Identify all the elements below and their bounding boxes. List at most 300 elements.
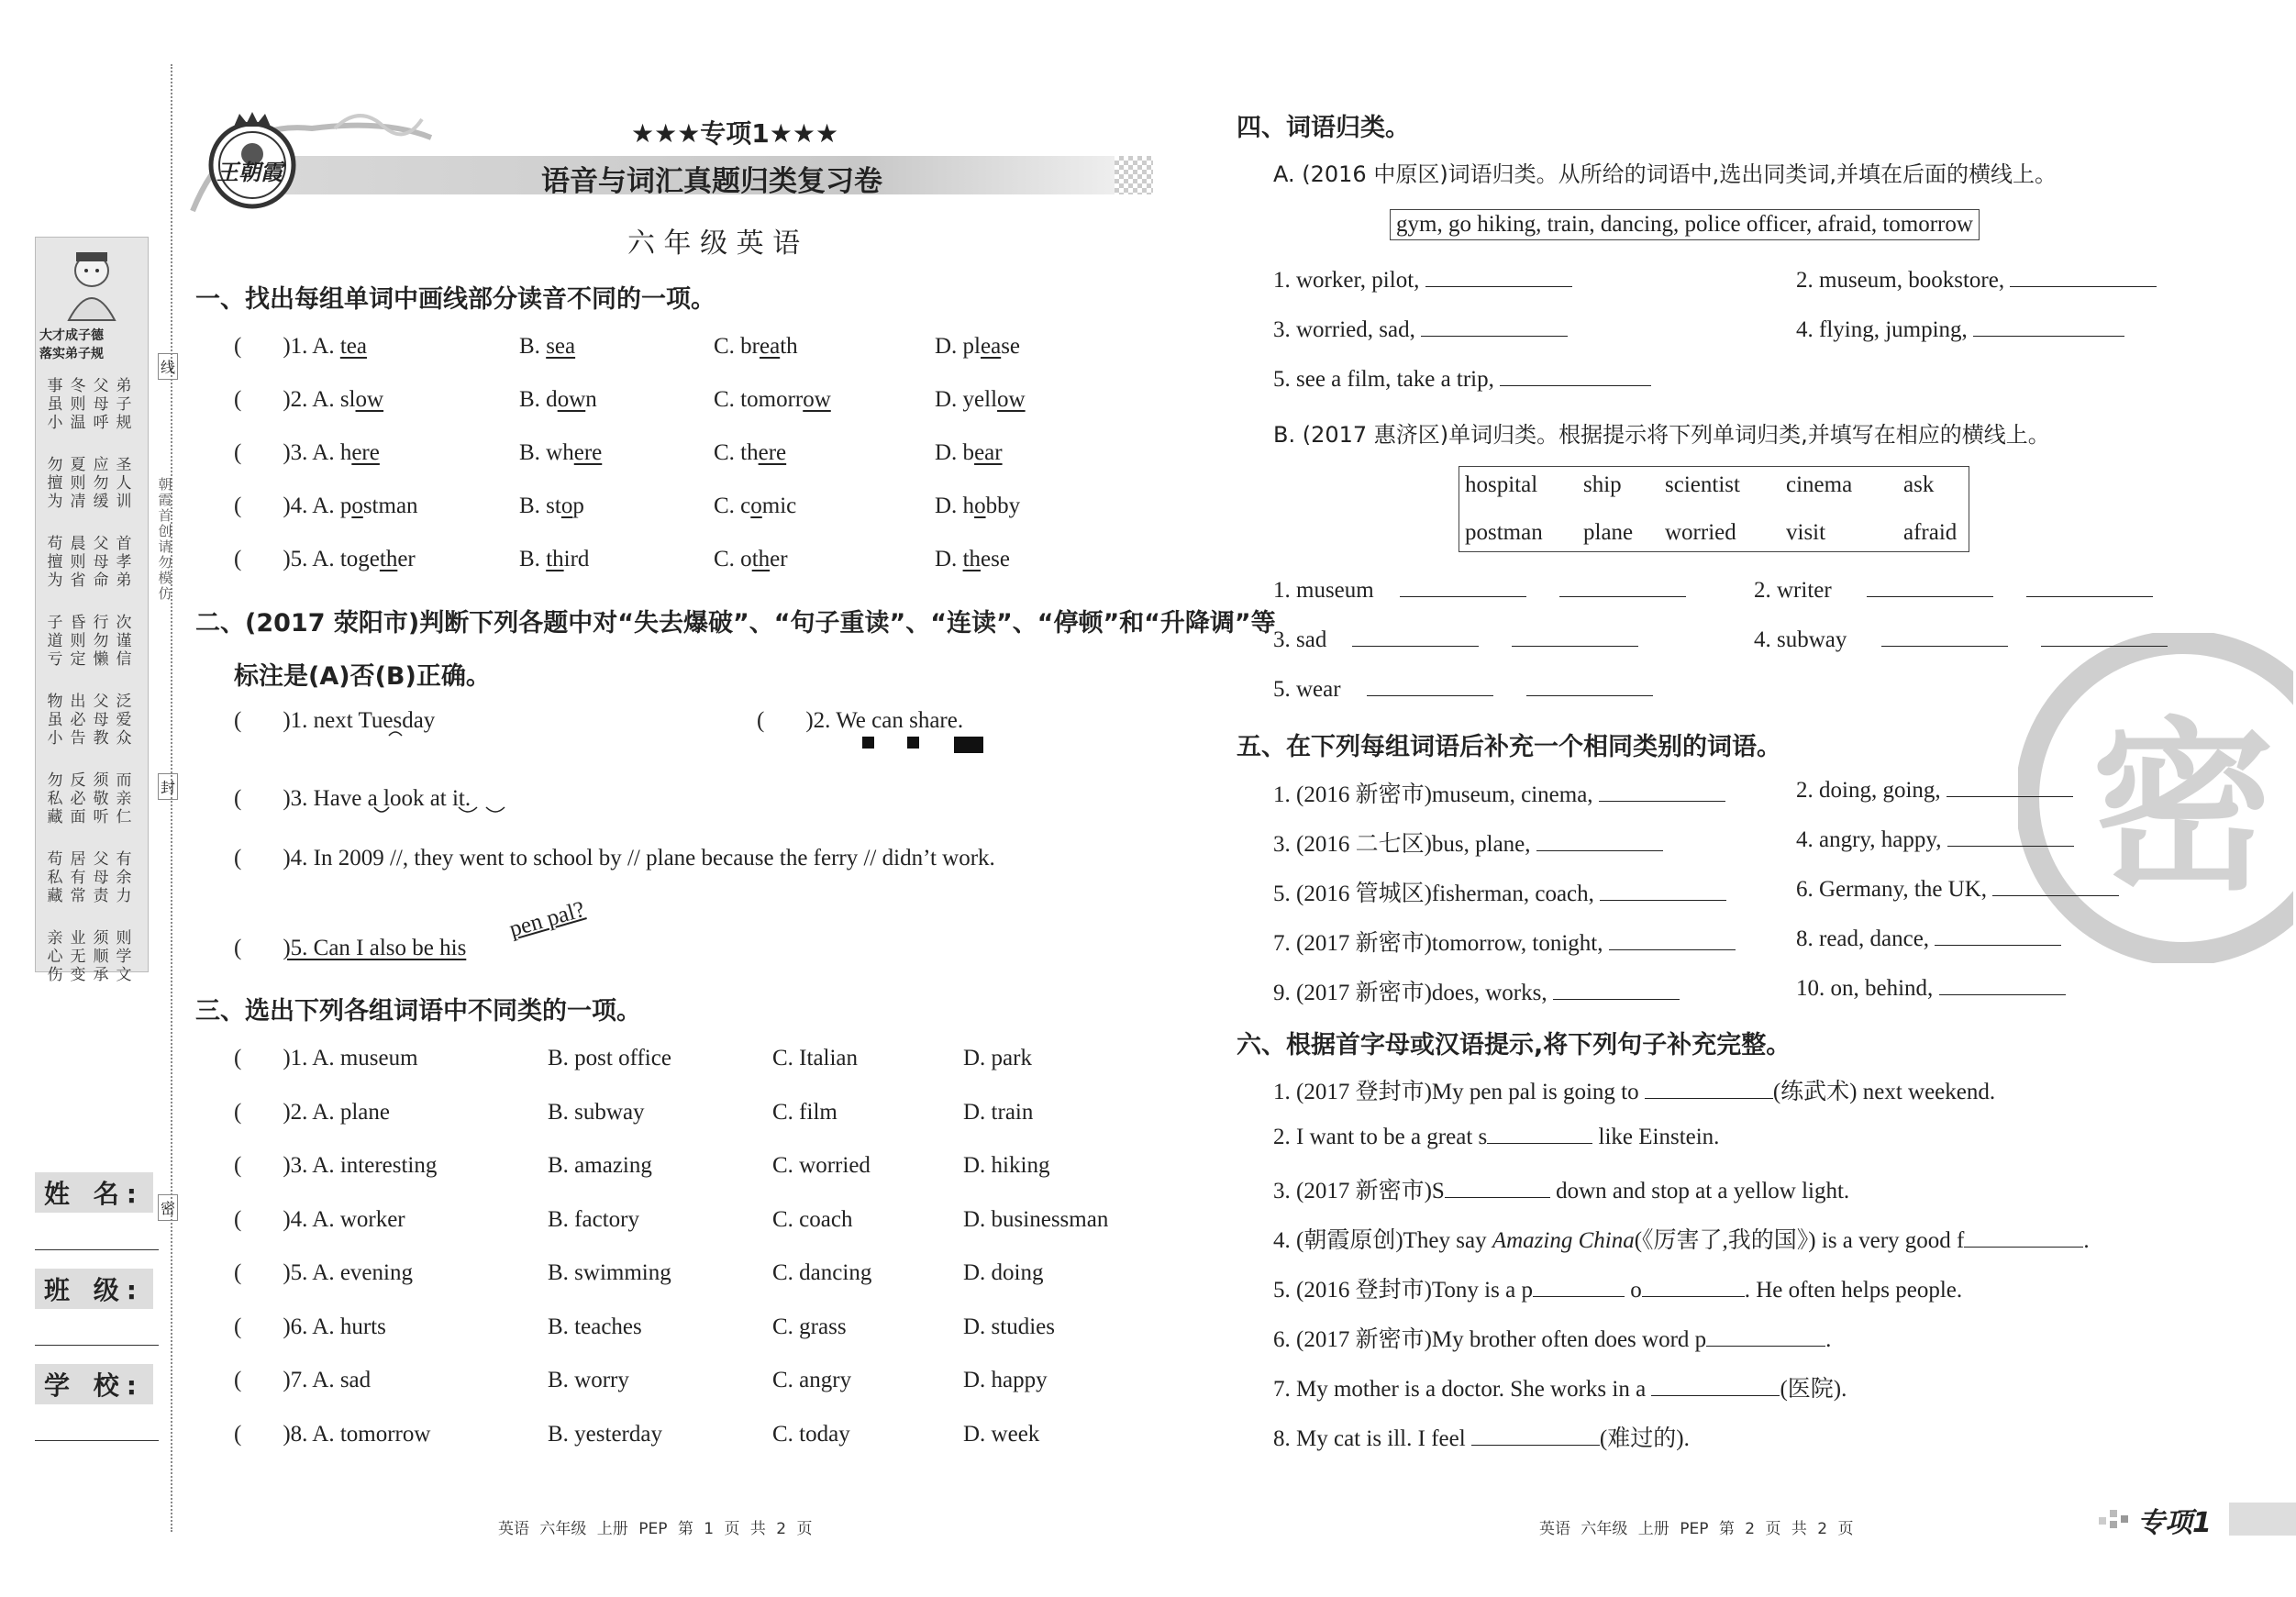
text: B. factory: [548, 1206, 639, 1232]
sidebar-verse: 须 顺 承: [93, 929, 109, 984]
blank-input[interactable]: [1939, 974, 2066, 995]
blank-input[interactable]: [1421, 316, 1568, 337]
text: 4. flying, jumping,: [1796, 317, 1974, 342]
sidebar-verse: 晨 则 省: [70, 535, 86, 590]
blank-input[interactable]: [1553, 979, 1680, 1000]
text: B. yesterday: [548, 1421, 662, 1447]
underlined-sound: ere: [758, 440, 787, 465]
s3-option: [772, 1422, 850, 1447]
text: B. st: [519, 494, 561, 518]
blank-input[interactable]: [1609, 929, 1736, 950]
text: C. o: [714, 547, 752, 571]
s5-item: [1273, 974, 1680, 1007]
text: 8. read, dance,: [1796, 926, 1936, 951]
s3-option: [772, 1368, 851, 1393]
section6-heading: 六、根据首字母或汉语提示,将下列句子补充完整。: [1237, 1031, 1791, 1059]
text: n: [585, 387, 597, 412]
s1-item: [234, 440, 380, 466]
s4-b-item: [1273, 675, 1653, 703]
s6-item-1: 1. (2017 登封市)My pen pal is going to (练武术) next weekend.: [1273, 1080, 1996, 1104]
text: D. doing: [963, 1260, 1044, 1285]
s4-a-item: [1273, 365, 1651, 393]
s5-item: [1796, 925, 2061, 952]
s2-item-4: ( )4. In 2009 //, they went to school by // plane because the ferry // didn’t work.: [234, 846, 995, 871]
text: )2. A. plane: [283, 1099, 390, 1125]
text: D. studies: [963, 1314, 1055, 1339]
s4-b-item: [1273, 626, 1638, 653]
text: stman: [362, 494, 418, 518]
s3-option: [548, 1046, 671, 1071]
blank-input[interactable]: [1947, 826, 2074, 847]
blank-input[interactable]: [1600, 880, 1726, 901]
s2-item-5: ( )5. Can I also be his: [234, 936, 467, 960]
text: se: [1001, 334, 1021, 359]
s1-option-d: [935, 334, 1020, 360]
text: B. wh: [519, 440, 574, 465]
text: D. week: [963, 1421, 1040, 1447]
underlined-sound: o: [974, 494, 986, 518]
sidebar-verse: 勿 擅 为: [47, 456, 63, 511]
paren-open: (: [234, 1421, 242, 1447]
s6-item-5: 5. (2016 登封市)Tony is a p o . He often helps people.: [1273, 1278, 1963, 1303]
blank-input[interactable]: [1935, 925, 2061, 946]
underlined-sound: ow: [997, 387, 1026, 412]
s3-item: [234, 1422, 430, 1447]
blank-input[interactable]: [2010, 266, 2157, 287]
text: 3. sad: [1273, 627, 1327, 652]
class-label: 班 级:: [35, 1269, 153, 1309]
text: C. tomorr: [714, 387, 804, 412]
s5-item: [1796, 826, 2074, 853]
s3-item: [234, 1207, 405, 1233]
footer-tag-squares: [2097, 1504, 2134, 1532]
s3-option: [548, 1314, 642, 1340]
blank-input[interactable]: [1992, 875, 2119, 896]
text: D. hiking: [963, 1153, 1050, 1178]
text: )1. A.: [283, 334, 340, 359]
s4-b-intro: B. (2017 惠济区)单词归类。根据提示将下列单词归类,并填写在相应的横线上。: [1273, 422, 2050, 448]
text: 1. museum: [1273, 578, 1374, 603]
text: 10. on, behind,: [1796, 976, 1939, 1001]
s3-option: [963, 1046, 1032, 1071]
text: 7. (2017 新密市)tomorrow, tonight,: [1273, 931, 1609, 956]
text: D. h: [935, 494, 975, 518]
s4-a-intro: A. (2016 中原区)词语归类。从所给的词语中,选出同类词,并填在后面的横线上。: [1273, 161, 2057, 187]
underlined-sound: ear: [974, 440, 1003, 465]
text: mic: [761, 494, 797, 518]
blank-input[interactable]: [1599, 781, 1725, 802]
blank-input[interactable]: [1867, 576, 1993, 597]
s4-b-item: [1754, 626, 2168, 653]
text: 4. angry, happy,: [1796, 827, 1947, 852]
s4-a-wordbox: gym, go hiking, train, dancing, police officer, afraid, tomorrow: [1390, 209, 1980, 240]
paren-open: (: [234, 1099, 242, 1125]
s2-item-1-text: )1. next Tuesday: [283, 708, 436, 733]
text: B. swimming: [548, 1260, 671, 1285]
text: 2. museum, bookstore,: [1796, 268, 2011, 293]
s4-a-item: [1273, 316, 1568, 343]
text: bby: [985, 494, 1021, 518]
sidebar-verse: 泛 爱 众: [116, 693, 132, 748]
cut-mark-seal: 封: [158, 773, 178, 800]
text: C. c: [714, 494, 751, 518]
section5-heading: 五、在下列每组词语后补充一个相同类别的词语。: [1237, 733, 1781, 761]
text: C. film: [772, 1099, 837, 1125]
text: )5. A.: [283, 547, 340, 571]
s1-option-b: [519, 334, 575, 360]
s4-b-wordbox: [1459, 466, 1969, 552]
sidebar-verse: 弟 子 规: [116, 377, 132, 432]
sidebar-vertical-note: 朝霞首创 请勿模仿: [158, 476, 172, 602]
blank-input[interactable]: [1645, 1078, 1773, 1099]
sidebar-verse: 须 敬 听: [93, 771, 109, 826]
sidebar-verse: 父 母 呼: [93, 377, 109, 432]
s1-option-b: [519, 494, 584, 519]
text: 1. (2016 新密市)museum, cinema,: [1273, 782, 1599, 807]
text: ese: [981, 547, 1010, 571]
paren-open: (: [234, 547, 242, 571]
underlined-sound: sea: [546, 334, 576, 359]
sidebar-verse: 夏 则 凊: [70, 456, 86, 511]
underlined-sound: tea: [339, 334, 367, 359]
s1-option-d: [935, 547, 1010, 572]
text: B. amazing: [548, 1153, 652, 1178]
s3-option: [548, 1260, 671, 1286]
blank-input[interactable]: [1881, 626, 2008, 647]
s3-option: [963, 1153, 1049, 1179]
sidebar-verse: 而 亲 仁: [116, 771, 132, 826]
page-title: 语音与词汇真题归类复习卷: [541, 165, 882, 198]
sidebar-verse: 首 孝 弟: [116, 535, 132, 590]
paren-open: (: [234, 334, 242, 359]
s1-option-d: [935, 494, 1020, 519]
blank-input[interactable]: [1642, 1276, 1745, 1297]
text: 5. (2016 管城区)fisherman, coach,: [1273, 882, 1601, 906]
underlined-sound: ea: [981, 334, 1002, 359]
text: D. businessman: [963, 1206, 1109, 1232]
s3-item: [234, 1314, 386, 1340]
text: C. dancing: [772, 1260, 872, 1285]
blank-input[interactable]: [1400, 576, 1526, 597]
s1-option-b: [519, 387, 597, 413]
text: p: [572, 494, 584, 518]
page-subtitle: 六 年 级 英 语: [627, 227, 801, 260]
s5-item: [1273, 925, 1736, 958]
s3-option: [772, 1046, 858, 1071]
text: )8. A. tomorrow: [283, 1421, 431, 1447]
cut-mark-secret: 密: [158, 1194, 178, 1221]
underlined-sound: ow: [803, 387, 831, 412]
sidebar-verse: 昏 则 定: [70, 614, 86, 669]
blank-input[interactable]: [1445, 1177, 1550, 1198]
s6-item-2: 2. I want to be a great s like Einstein.: [1273, 1125, 1720, 1149]
text: C. today: [772, 1421, 850, 1447]
s1-option-c: [714, 494, 796, 519]
sidebar-verse: 冬 则 温: [70, 377, 86, 432]
s5-item: [1273, 875, 1726, 908]
text: )4. A.: [283, 494, 340, 518]
s6-item-7: 7. My mother is a doctor. She works in a (医院).: [1273, 1377, 1847, 1402]
s1-option-c: [714, 440, 786, 466]
s1-option-c: [714, 334, 798, 360]
sidebar-verse: 苟 私 藏: [47, 850, 63, 905]
paren-open: (: [234, 387, 242, 412]
cut-mark-line: 线: [158, 353, 178, 380]
s4-b-word: ship: [1583, 472, 1622, 497]
sidebar-verse: 次 谨 信: [116, 614, 132, 669]
s1-option-b: [519, 440, 602, 466]
s6-item-3: 3. (2017 新密市)S down and stop at a yellow light.: [1273, 1179, 1850, 1203]
underlined-sound: th: [751, 547, 771, 571]
s2-item-5-rising: pen pal?: [506, 896, 588, 943]
s4-a-item: [1273, 266, 1572, 294]
text: )3. A. interesting: [283, 1153, 438, 1178]
text: D.: [935, 547, 963, 571]
sidebar-verse: 圣 人 训: [116, 456, 132, 511]
section2-heading-line2: 标注是(A)否(B)正确。: [234, 662, 491, 691]
s4-b-word: afraid: [1903, 520, 1958, 545]
name-field[interactable]: [35, 1249, 159, 1250]
text: 1. worker, pilot,: [1273, 268, 1425, 293]
s1-option-c: [714, 387, 831, 413]
class-field[interactable]: [35, 1345, 159, 1346]
s3-option: [548, 1207, 639, 1233]
logo-text: 王朝霞: [216, 160, 283, 185]
paren-open: (: [234, 1153, 242, 1178]
underlined-sound: th: [962, 547, 982, 571]
paren-open: (: [234, 1368, 242, 1392]
s1-option-d: [935, 387, 1026, 413]
text: C. grass: [772, 1314, 847, 1339]
sidebar-verse: 父 母 命: [93, 535, 109, 590]
s2-item-5-text: )5. Can I also be his: [283, 936, 467, 960]
sidebar-verse: 居 有 常: [70, 850, 86, 905]
s2-item-2: ( )2. We can share.: [757, 708, 964, 733]
text: )2. A.: [283, 387, 340, 412]
section2-heading-line1: 二、(2017 荥阳市)判断下列各题中对“失去爆破”、“句子重读”、“连读”、“停顿”和“升降调”等: [195, 609, 1276, 638]
s1-item: [234, 387, 383, 413]
text: er: [397, 547, 416, 571]
paren-open: (: [234, 1046, 242, 1070]
s3-option: [772, 1314, 847, 1340]
paren-open: (: [234, 1260, 242, 1285]
sidebar-verse: 行 勿 懒: [93, 614, 109, 669]
s4-b-word: worried: [1665, 520, 1736, 545]
blank-input[interactable]: [1559, 576, 1686, 597]
paren-open: (: [234, 494, 242, 518]
text: D. yell: [935, 387, 998, 412]
text: 6. Germany, the UK,: [1796, 877, 1993, 902]
underlined-sound: ea: [760, 334, 781, 359]
s4-b-word: hospital: [1465, 472, 1538, 497]
section1-heading: 一、找出每组单词中画线部分读音不同的一项。: [195, 285, 715, 314]
s1-item: [234, 334, 367, 360]
footer-right: 英语 六年级 上册 PEP 第 2 页 共 2 页: [1539, 1520, 1854, 1538]
sidebar-verse: 苟 擅 为: [47, 535, 63, 590]
s4-a-item: [1796, 266, 2157, 294]
text: D. happy: [963, 1368, 1048, 1392]
text: C. worried: [772, 1153, 871, 1178]
text: D. park: [963, 1046, 1032, 1070]
section3-heading: 三、选出下列各组词语中不同类的一项。: [195, 997, 641, 1026]
s3-option: [772, 1207, 852, 1233]
s1-item: [234, 547, 416, 572]
text: D. pl: [935, 334, 981, 359]
s3-option: [548, 1422, 662, 1447]
s4-b-word: cinema: [1786, 472, 1853, 497]
s3-item: [234, 1368, 371, 1393]
s2-item-3: ( )3. Have a look at it.: [234, 786, 471, 811]
s1-option-b: [519, 547, 589, 572]
sidebar-verse: 物 虽 小: [47, 693, 63, 748]
school-field[interactable]: [35, 1440, 159, 1441]
s3-option: [548, 1368, 629, 1393]
text: 3. (2016 二七区)bus, plane,: [1273, 832, 1536, 857]
s3-item: [234, 1046, 418, 1071]
text: p: [339, 494, 352, 518]
text: )6. A. hurts: [283, 1314, 386, 1339]
sidebar-verse: 父 母 责: [93, 850, 109, 905]
sidebar-verse: 父 母 教: [93, 693, 109, 748]
s3-option: [963, 1422, 1039, 1447]
s6-item-4: 4. (朝霞原创)They say Amazing China(《厉害了,我的国》) is a very good f .: [1273, 1228, 2090, 1253]
blank-input[interactable]: [1706, 1325, 1825, 1347]
text: toge: [339, 547, 380, 571]
sidebar-verse: 亲 心 伤: [47, 929, 63, 984]
text: 3. worried, sad,: [1273, 317, 1422, 342]
underlined-sound: ere: [351, 440, 380, 465]
s1-option-d: [935, 440, 1003, 466]
text: er: [770, 547, 788, 571]
banner-checker-pattern: [1115, 156, 1153, 194]
sidebar-verse: 业 无 变: [70, 929, 86, 984]
footer-tag-bar: [2229, 1503, 2296, 1536]
blank-input[interactable]: [1536, 830, 1663, 851]
blank-input[interactable]: [2041, 626, 2168, 647]
text: th: [780, 334, 798, 359]
blank-input[interactable]: [1964, 1226, 2083, 1248]
text: 2. doing, going,: [1796, 778, 1947, 803]
sidebar-verse: 出 必 告: [70, 693, 86, 748]
s1-option-c: [714, 547, 788, 572]
s3-option: [963, 1368, 1048, 1393]
blank-input[interactable]: [1973, 316, 2124, 337]
underlined-sound: ow: [355, 387, 384, 412]
blank-input[interactable]: [1367, 675, 1493, 696]
s3-option: [772, 1260, 871, 1286]
underlined-sound: o: [560, 494, 573, 518]
blank-input[interactable]: [1471, 1425, 1600, 1446]
text: C. br: [714, 334, 760, 359]
s2-item-2-stress-marks: [860, 734, 988, 754]
blank-input[interactable]: [1500, 365, 1651, 386]
sidebar-verse: 子 道 亏: [47, 614, 63, 669]
s4-b-word: plane: [1583, 520, 1634, 545]
text: 5. see a film, take a trip,: [1273, 367, 1501, 392]
sidebar-verse: 则 学 文: [116, 929, 132, 984]
sidebar-verse: 有 余 力: [116, 850, 132, 905]
sidebar-verse: 勿 私 藏: [47, 771, 63, 826]
svg-text:密: 密: [2091, 702, 2276, 915]
text: 5. wear: [1273, 677, 1341, 702]
underlined-sound: th: [379, 547, 398, 571]
text: C. th: [714, 440, 759, 465]
sidebar-banner-2: 落实弟子规: [39, 347, 104, 361]
s5-item: [1796, 974, 2066, 1002]
text: )4. A. worker: [283, 1206, 405, 1232]
text: C. coach: [772, 1206, 853, 1232]
s3-option: [963, 1314, 1055, 1340]
text: B.: [519, 547, 547, 571]
text: B. d: [519, 387, 558, 412]
s3-option: [963, 1260, 1044, 1286]
blank-input[interactable]: [1947, 776, 2073, 797]
text: )7. A. sad: [283, 1368, 372, 1392]
text: 9. (2017 新密市)does, works,: [1273, 981, 1553, 1005]
s4-b-word: ask: [1903, 472, 1935, 497]
underlined-sound: ow: [557, 387, 586, 412]
scholar-illustration: [61, 249, 122, 322]
s4-b-word: visit: [1786, 520, 1826, 545]
text: 2. writer: [1754, 578, 1832, 603]
text: sl: [339, 387, 356, 412]
blank-input[interactable]: [1651, 1375, 1780, 1396]
s4-a-item: [1796, 316, 2124, 343]
blank-input[interactable]: [1533, 1276, 1625, 1297]
blank-input[interactable]: [1512, 626, 1638, 647]
text: )5. A. evening: [283, 1260, 413, 1285]
s2-item-3-text: )3. Have a look at it.: [283, 786, 471, 811]
s3-option: [963, 1207, 1108, 1233]
underlined-sound: ere: [573, 440, 603, 465]
sidebar-verse: 事 虽 小: [47, 377, 63, 432]
s5-item: [1796, 875, 2119, 903]
text: )3. A.: [283, 440, 340, 465]
underlined-sound: o: [351, 494, 363, 518]
s2-item-1-marks: [371, 726, 582, 739]
name-label: 姓 名:: [35, 1172, 153, 1213]
blank-input[interactable]: [1352, 626, 1479, 647]
s3-option: [772, 1100, 837, 1126]
s4-b-word: scientist: [1665, 472, 1740, 497]
footer-tag: 专项1: [2137, 1507, 2212, 1539]
s3-item: [234, 1260, 413, 1286]
text: C. Italian: [772, 1046, 859, 1070]
text: h: [339, 440, 352, 465]
text: )1. A. museum: [283, 1046, 418, 1070]
section-badge: ★★★专项1★★★: [631, 118, 839, 149]
s2-item-4-text: )4. In 2009 //, they went to school by // plane because the ferry // didn’t work.: [283, 846, 995, 871]
sidebar-verse: 反 必 面: [70, 771, 86, 826]
s2-item-2-text: )2. We can share.: [805, 708, 964, 733]
s5-item: [1273, 826, 1663, 859]
s3-option: [772, 1153, 871, 1179]
text: B. worry: [548, 1368, 629, 1392]
underlined-sound: o: [750, 494, 762, 518]
blank-input[interactable]: [1425, 266, 1572, 287]
blank-input[interactable]: [1487, 1123, 1592, 1144]
s6-item-8: 8. My cat is ill. I feel (难过的).: [1273, 1426, 1690, 1451]
blank-input[interactable]: [2026, 576, 2153, 597]
text: B. post office: [548, 1046, 671, 1070]
text: ird: [563, 547, 590, 571]
text: B. teaches: [548, 1314, 642, 1339]
section4-heading: 四、词语归类。: [1237, 114, 1410, 142]
paren-open: (: [234, 1206, 242, 1232]
text: B.: [519, 334, 547, 359]
text: D. train: [963, 1099, 1034, 1125]
blank-input[interactable]: [1526, 675, 1653, 696]
